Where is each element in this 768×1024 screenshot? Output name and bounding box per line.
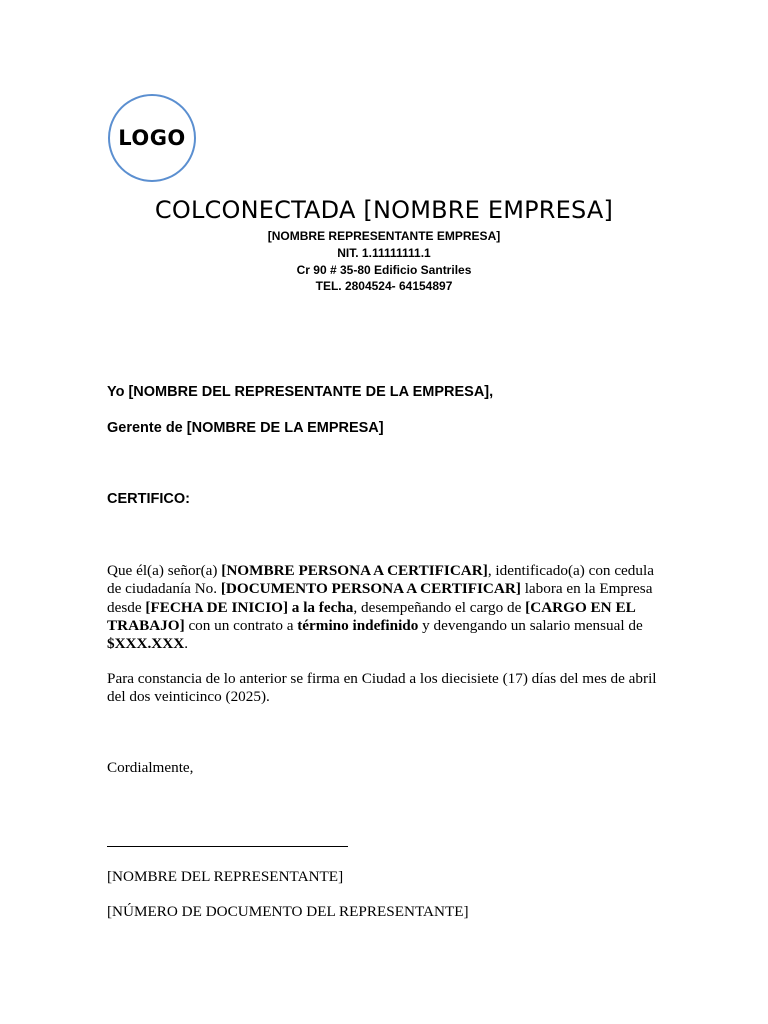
signature-line [107,846,348,847]
start-date-placeholder: [FECHA DE INICIO] [145,598,288,616]
text-run: Que él(a) señor(a) [107,562,222,579]
representative-document: [NÚMERO DE DOCUMENTO DEL REPRESENTANTE] [107,903,469,920]
company-title: COLCONECTADA [NOMBRE EMPRESA] [154,196,614,224]
closing-salutation: Cordialmente, [107,759,194,776]
company-logo [108,94,196,182]
text-run: y devengando un salario mensual de [418,616,643,634]
logo-text: LOGO [118,126,186,150]
phone-line: TEL. 2804524- 64154897 [315,279,453,293]
date-suffix: a la fecha [288,598,354,616]
intro-yo: Yo [NOMBRE DEL REPRESENTANTE DE LA EMPRESA], [107,384,494,400]
text-run: , identificado(a) con cedula de ciudadanía No. [107,562,654,598]
text-run: con un contrato a [184,616,298,634]
contract-type: término indefinido [297,616,419,634]
address-line: Cr 90 # 35-80 Edificio Santriles [296,263,472,277]
person-document-placeholder: [DOCUMENTO PERSONA A CERTIFICAR] [220,580,521,598]
intro-gerente: Gerente de [NOMBRE DE LA EMPRESA] [107,420,384,436]
certifico-heading: CERTIFICO: [107,491,190,507]
certification-paragraph [107,562,663,653]
text-run: . [184,635,188,653]
representative-name: [NOMBRE DEL REPRESENTANTE] [107,868,344,885]
salary-placeholder: $XXX.XXX [107,635,185,653]
text-run: , desempeñando el cargo de [353,598,526,616]
nit-line: NIT. 1.11111111.1 [337,246,431,260]
constancia-paragraph: Para constancia de lo anterior se firma en Ciudad a los diecisiete (17) días del mes de abril del dos veinticinco (2025). [107,670,657,706]
job-title-placeholder: [CARGO EN EL TRABAJO] [107,598,635,634]
person-name-placeholder: [NOMBRE PERSONA A CERTIFICAR] [221,562,488,579]
text-run: labora en la Empresa desde [107,580,653,616]
representative-header: [NOMBRE REPRESENTANTE EMPRESA] [267,229,501,243]
